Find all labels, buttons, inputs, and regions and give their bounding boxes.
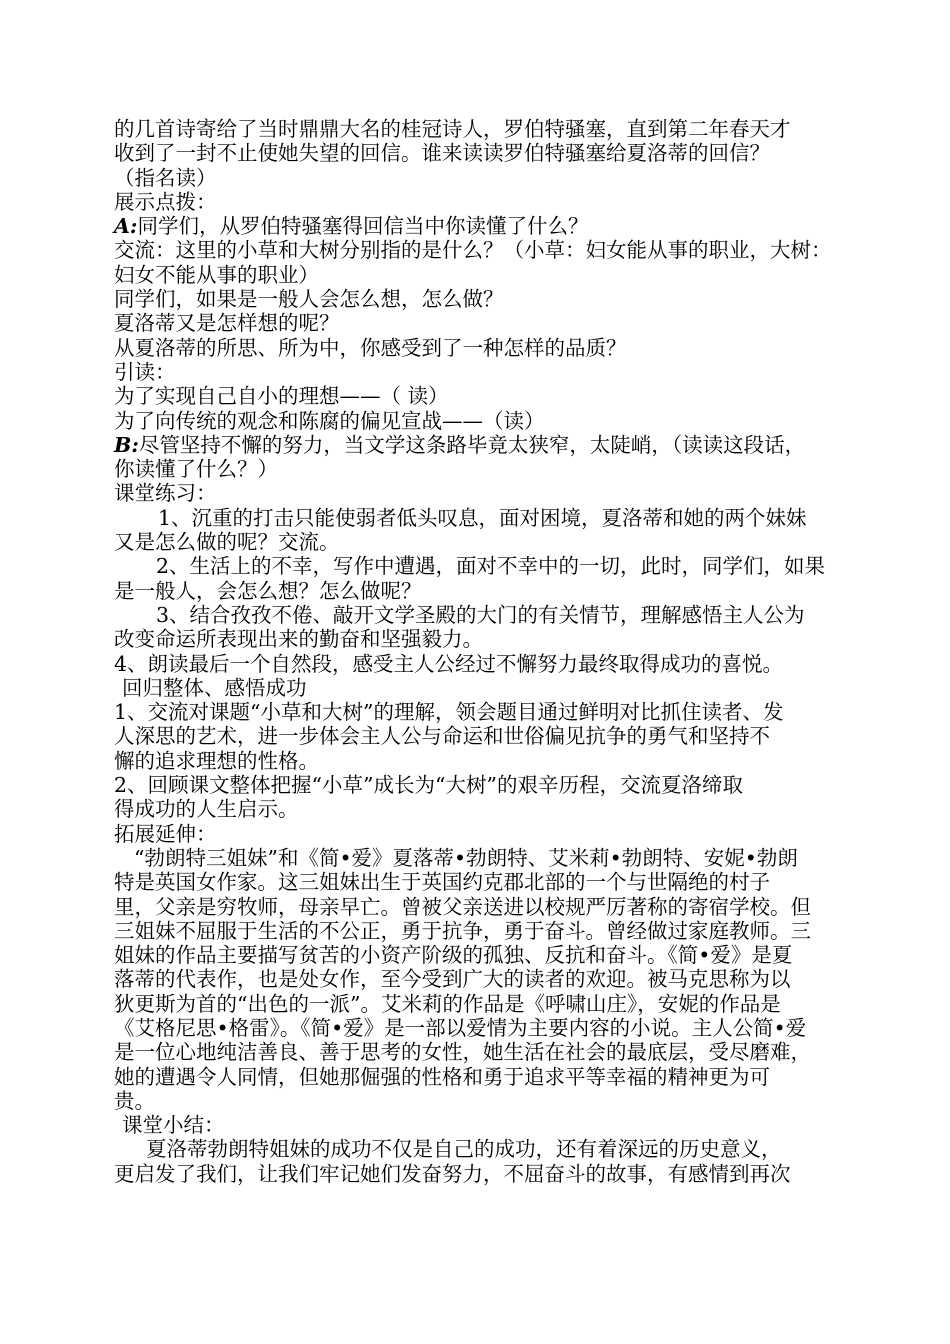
label-b: B: [114, 432, 139, 457]
text-line [114, 214, 838, 238]
text-line: 的几首诗寄给了当时鼎鼎大名的桂冠诗人，罗伯特骚塞，直到第二年春天才 [114, 117, 791, 141]
text-line: 改变命运所表现出来的勤奋和坚强毅力。 [114, 627, 483, 652]
text-line: 狄更斯为首的“出色的一派”。艾米莉的作品是《呼啸山庄》，安妮的作品是 [114, 991, 781, 1016]
text-line: 夏洛蒂又是怎样想的呢？ [114, 311, 340, 336]
text-line: 是一位心地纯洁善良、善于思考的女性，她生活在社会的最底层，受尽磨难， [114, 1040, 811, 1065]
text-line: 三姐妹不屈服于生活的不公正，勇于抗争，勇于奋斗。曾经做过家庭教师。三 [114, 918, 811, 943]
text-line: 4、朗读最后一个自然段，感受主人公经过不懈努力最终取得成功的喜悦。 [114, 651, 784, 676]
text-line: 姐妹的作品主要描写贫苦的小资产阶级的孤独、反抗和奋斗。《简•爱》是夏 [114, 943, 793, 968]
text-line: 懈的追求理想的性格。 [114, 748, 319, 773]
text-line: 交流：这里的小草和大树分别指的是什么？（小草：妇女能从事的职业，大树： [114, 238, 832, 263]
document-page [114, 117, 838, 1186]
text-line: 《艾格尼思•格雷》。《简•爱》是一部以爱情为主要内容的小说。主人公简•爱 [114, 1015, 807, 1040]
section-heading: 回归整体、感悟成功 [122, 675, 307, 700]
text-line: 为了向传统的观念和陈腐的偏见宣战——（读） [114, 408, 545, 433]
text-line: 得成功的人生启示。 [114, 797, 299, 822]
text-line: 你读懂了什么？） [114, 457, 278, 482]
text-line: 为了实现自己自小的理想——（ 读） [114, 384, 449, 409]
text-line: 1、沉重的打击只能使弱者低头叹息，面对困境，夏洛蒂和她的两个妹妹 [158, 505, 807, 530]
text-line: （指名读） [114, 165, 217, 190]
text-line: 特是英国女作家。这三姐妹出生于英国约克郡北部的一个与世隔绝的村子 [114, 870, 770, 895]
text-line: 妇女不能从事的职业） [114, 262, 319, 287]
text-line: 更启发了我们，让我们牢记她们发奋努力，不屈奋斗的故事，有感情到再次 [114, 1161, 791, 1186]
section-heading: 课堂小结： [122, 1113, 225, 1138]
text-line: 又是怎么做的呢？交流。 [114, 530, 340, 555]
text-line [114, 433, 838, 457]
text-line: 落蒂的代表作，也是处女作，至今受到广大的读者的欢迎。被马克思称为以 [114, 967, 791, 992]
text-line: 3、结合孜孜不倦、敲开文学圣殿的大门的有关情节，理解感悟主人公为 [156, 602, 805, 627]
text-line: 2、回顾课文整体把握“小草”成长为“大树”的艰辛历程，交流夏洛缔取 [114, 773, 743, 798]
text-line: 贵。 [114, 1088, 155, 1113]
text-line: 夏洛蒂勃朗特姐妹的成功不仅是自己的成功，还有着深远的历史意义， [146, 1137, 782, 1162]
section-heading: 引读： [114, 359, 176, 384]
text-line: 收到了一封不止使她失望的回信。谁来读读罗伯特骚塞给夏洛蒂的回信？ [114, 141, 770, 166]
text-span: 尽管坚持不懈的努力，当文学这条路毕竟太狭窄，太陡峭，（读读这段话， [138, 432, 806, 457]
text-line: 她的遭遇令人同情，但她那倔强的性格和勇于追求平等幸福的精神更为可 [114, 1064, 770, 1089]
text-line: “勃朗特三姐妹”和《简•爱》夏落蒂•勃朗特、艾米莉•勃朗特、安妮•勃朗 [134, 845, 798, 870]
text-span: 同学们，从罗伯特骚塞得回信当中你读懂了什么？ [137, 214, 589, 239]
text-line: 是一般人，会怎么想？怎么做呢？ [114, 578, 422, 603]
text-line: 从夏洛蒂的所思、所为中，你感受到了一种怎样的品质？ [114, 335, 627, 360]
section-heading: 课堂练习： [114, 481, 217, 506]
section-heading: 拓展延伸： [114, 821, 217, 846]
text-line: 同学们，如果是一般人会怎么想，怎么做？ [114, 287, 504, 312]
text-line: 2、生活上的不幸，写作中遭遇，面对不幸中的一切，此时，同学们，如果 [156, 554, 826, 579]
section-heading: 展示点拨： [114, 189, 217, 214]
text-line: 人深思的艺术，进一步体会主人公与命运和世俗偏见抗争的勇气和坚持不 [114, 724, 770, 749]
text-line: 1、交流对课题“小草和大树”的理解，领会题目通过鲜明对比抓住读者、发 [114, 700, 784, 725]
label-a: A: [114, 214, 138, 239]
text-line: 里，父亲是穷牧师，母亲早亡。曾被父亲送进以校规严厉著称的寄宿学校。但 [114, 894, 811, 919]
